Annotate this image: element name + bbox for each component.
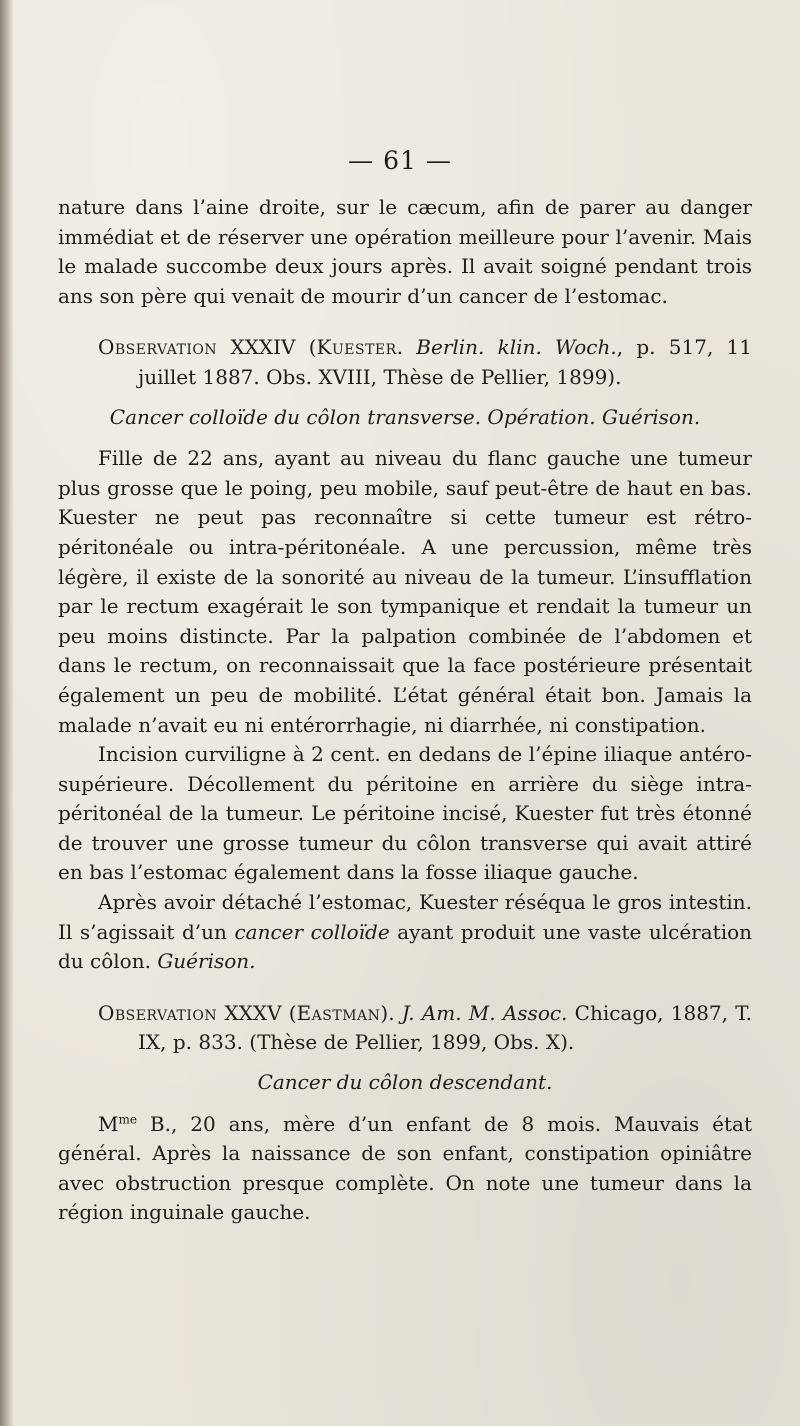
observation-reference: Chicago, 1887, T. IX, p. 833. (Thèse de Pellier, 1899, Obs. X).: [138, 1000, 752, 1055]
emphasis-text: Guérison.: [157, 949, 256, 974]
emphasis-text: cancer colloïde: [234, 919, 390, 944]
observation-reference: , p. 517, 11 juillet 1887. Obs. XVIII, Thèse de Pellier, 1899).: [138, 335, 752, 389]
observation-34-header: Observation XXXIV (Kuester. Berlin. klin. Woch., p. 517, 11 juillet 1887. Obs. XVIII, Thèse de Pellier, 1899).: [98, 335, 752, 389]
honorific-superscript: me: [118, 1111, 137, 1126]
observation-journal: J. Am. M. Assoc.: [401, 1000, 568, 1025]
observation-author: Kuester: [316, 335, 397, 360]
observation-35-header: Observation XXXV (Eastman). J. Am. M. Assoc. Chicago, 1887, T. IX, p. 833. (Thèse de Pellier, 1899, Obs. X).: [98, 1000, 752, 1055]
observation-label: Observation: [98, 335, 218, 360]
page-number: — 61 —: [348, 146, 452, 175]
observation-number: XXXIV: [230, 335, 296, 360]
observation-label: Observation: [98, 1000, 218, 1025]
page-content: [58, 193, 752, 1228]
paragraph-text: ayant produit une vaste ulcération du côlon.: [58, 919, 753, 974]
observation-35-paragraph-1: [58, 1110, 752, 1228]
observation-34-paragraph-1: Fille de 22 ans, ayant au niveau du flanc gauche une tumeur plus grosse que le poing, peu mobile, sauf peut-être de haut en bas. Kuester ne peut pas reconnaître si cette tumeur est rétro-péritonéale ou intra-péritonéale. A une percussion, même très légère, il existe de la sonorité au niveau de la tumeur. L’insufflation par le rectum exagérait le son tympanique et rendait la tumeur un peu moins distincte. Par la palpation combinée de l’abdomen et dans le rectum, on reconnaissait que la face postérieure présentait également un peu de mobilité. L’état général était bon. Jamais la malade n’avait eu ni entérorrhagie, ni diarrhée, ni constipation.: [58, 446, 752, 737]
observation-35-title: Cancer du côlon descendant.: [257, 1070, 553, 1095]
observation-34-paragraph-2: Incision curviligne à 2 cent. en dedans de l’épine iliaque antéro-supérieure. Décollement du péritoine en arrière du siège intra-péritonéal de la tumeur. Le péritoine incisé, Kuester fut très étonné de trouver une grosse tumeur du côlon transverse qui avait attiré en bas l’estomac également dans la fosse iliaque gauche.: [58, 742, 752, 885]
page-edge-shadow: [0, 0, 14, 1426]
paragraph-text: B., 20 ans, mère d’un enfant de 8 mois. Mauvais état général. Après la naissance de son enfant, constipation opiniâtre avec obstruction presque complète. On note une tumeur dans la région inguinale gauche.: [58, 1111, 752, 1225]
paragraph-continuation: nature dans l’aine droite, sur le cæcum, afin de parer au danger immédiat et de réserver une opération meilleure pour l’avenir. Mais le malade succombe deux jours après. Il avait soigné pendant trois ans son père qui venait de mourir d’un cancer de l’estomac.: [58, 195, 752, 308]
observation-number: XXXV: [224, 1000, 282, 1025]
observation-34-title: Cancer colloïde du côlon transverse. Opération. Guérison.: [109, 404, 701, 429]
observation-34-paragraph-3: [58, 888, 752, 977]
observation-author: Eastman: [296, 1000, 381, 1025]
paragraph-text: Après avoir détaché l’estomac, Kuester réséqua le gros intestin. Il s’agissait d’un: [58, 890, 752, 944]
observation-journal: Berlin. klin. Woch.: [416, 335, 617, 360]
honorific: M: [98, 1111, 119, 1136]
